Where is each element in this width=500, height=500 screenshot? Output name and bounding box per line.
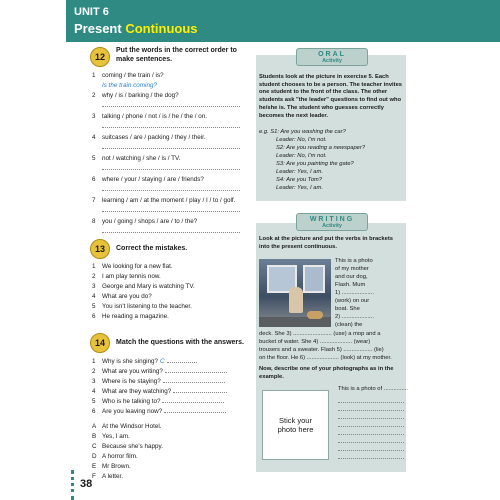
ex12-item-number: 1 xyxy=(92,72,96,79)
writing-activity-ribbon xyxy=(296,213,368,231)
ex14-answer-text: A letter. xyxy=(102,473,124,480)
oral-dialogue-line-1: e.g. S1: Are you washing the car? xyxy=(259,129,346,135)
oral-activity-ribbon xyxy=(296,48,368,66)
writing-this-is-prompt: This is a photo of ............... xyxy=(338,386,408,392)
writing-right-line-7: boat. She xyxy=(335,306,360,312)
ex12-answer-line-4[interactable] xyxy=(102,148,240,149)
ex14-question-6 xyxy=(92,408,226,416)
ex14-question-1 xyxy=(92,358,197,366)
ex12-answer-line-5[interactable] xyxy=(102,169,240,170)
exercise-12-title-line1: Put the words in the correct order to xyxy=(116,47,237,54)
ex13-item-number: 5 xyxy=(92,303,96,310)
ex12-item-text: you / going / shops / are / to / the? xyxy=(102,218,198,225)
ex12-item-number: 5 xyxy=(92,155,96,162)
ex12-item-number: 7 xyxy=(92,197,96,204)
writing-right-line-2: of my mother xyxy=(335,266,369,272)
ex13-item-number: 4 xyxy=(92,293,96,300)
ex12-item-text: talking / phone / not / is / he / the / on. xyxy=(102,113,208,120)
writing-line[interactable] xyxy=(338,458,404,459)
ex14-answer-letter: B xyxy=(92,433,97,440)
oral-instruction: Students look at the picture in exercise 5. Each student chooses to be a person. The teacher invites one student to the front of the class. The other students ask "the leader" questions to find out who he/she is. The student who guesses correctly becomes the next leader. xyxy=(259,74,403,119)
ex14-question-number: 3 xyxy=(92,378,96,385)
ex12-item-number: 4 xyxy=(92,134,96,141)
page-edge-dots xyxy=(71,470,74,500)
ex14-question-number: 6 xyxy=(92,408,96,415)
ex14-question-number: 5 xyxy=(92,398,96,405)
ex14-question-text: Why is she singing? xyxy=(102,358,158,365)
ex12-item-6 xyxy=(92,176,204,184)
ex12-item-text: why / is / barking / the dog? xyxy=(102,92,179,99)
ex14-answer-letter: E xyxy=(92,463,97,470)
oral-dialogue-line-8: Leader: Yes, I am. xyxy=(276,185,323,191)
ex12-example-answer: Is the train coming? xyxy=(102,82,157,89)
ex13-item-text: He reading a magazine. xyxy=(102,313,169,320)
ex12-item-number: 6 xyxy=(92,176,96,183)
writing-ribbon-sub: Activity xyxy=(322,222,342,229)
ex14-answer-line[interactable] xyxy=(163,382,225,383)
writing-right-line-5[interactable]: 1) .................... xyxy=(335,290,374,296)
stick-photo-label-2: photo here xyxy=(277,425,314,434)
ex14-question-text: What are they watching? xyxy=(102,388,172,395)
ex12-item-text: not / watching / she / is / TV. xyxy=(102,155,181,162)
writing-full-line-2[interactable]: bucket of water. She 4) .................... (wear) xyxy=(259,339,371,345)
exercise-14-heading xyxy=(90,333,244,353)
ex12-item-number: 8 xyxy=(92,218,96,225)
unit-number: UNIT 6 xyxy=(74,6,109,18)
photo-mother-and-dog xyxy=(259,259,331,327)
writing-right-line-9: (clean) the xyxy=(335,322,363,328)
ex14-question-number: 2 xyxy=(92,368,96,375)
ex13-item-number: 3 xyxy=(92,283,96,290)
ex12-item-text: suitcases / are / packing / they / their. xyxy=(102,134,206,141)
ex12-item-text: coming / the train / is? xyxy=(102,72,164,79)
ex12-item-number: 3 xyxy=(92,113,96,120)
ex14-question-number: 1 xyxy=(92,358,96,365)
ex14-question-3 xyxy=(92,378,225,386)
ex14-answer-line[interactable] xyxy=(173,392,227,393)
ex12-item-text: where / your / staying / are / friends? xyxy=(102,176,204,183)
exercise-12-heading xyxy=(90,47,237,67)
oral-dialogue-line-2: Leader: No, I'm not. xyxy=(276,137,327,143)
ex14-question-4 xyxy=(92,388,227,396)
ex14-answer-line[interactable] xyxy=(167,362,197,363)
exercise-13-heading xyxy=(90,239,187,259)
photo-person xyxy=(289,287,303,313)
ex14-answer-letter: C xyxy=(92,443,97,450)
page-number: 38 xyxy=(80,478,93,490)
oral-dialogue-line-5: S3: Are you painting the gate? xyxy=(276,161,354,167)
exercise-12-number: 12 xyxy=(90,47,110,67)
writing-right-line-3: and our dog, xyxy=(335,274,368,280)
ex12-answer-line-2[interactable] xyxy=(102,106,240,107)
oral-dialogue-line-3: S2: Are you reading a newspaper? xyxy=(276,145,366,151)
ex12-item-4 xyxy=(92,134,206,142)
writing-line[interactable] xyxy=(338,426,404,427)
oral-ribbon-title: ORAL xyxy=(318,50,346,58)
writing-right-line-8[interactable]: 2) .................... xyxy=(335,314,374,320)
ex14-question-text: Where is he staying? xyxy=(102,378,161,385)
stick-photo-box[interactable] xyxy=(262,390,329,460)
ex14-answer-text: Yes, I am. xyxy=(102,433,130,440)
ex14-answer-text: A horror film. xyxy=(102,453,138,460)
ex14-answer-d xyxy=(92,453,138,461)
ex14-answer-text: Mr Brown. xyxy=(102,463,131,470)
ex12-item-8 xyxy=(92,218,197,226)
writing-right-line-6: (work) on our xyxy=(335,298,370,304)
writing-line[interactable] xyxy=(338,418,404,419)
writing-line[interactable] xyxy=(338,402,404,403)
ex13-item-2 xyxy=(92,273,161,281)
writing-ribbon-title: WRITING xyxy=(309,215,355,223)
ex14-answer-e xyxy=(92,463,131,471)
ex12-item-text: learning / am / at the moment / play / I / to / golf. xyxy=(102,197,236,204)
ex14-question-text: Who is he talking to? xyxy=(102,398,161,405)
writing-line[interactable] xyxy=(338,450,404,451)
ex14-answer-letter: F xyxy=(92,473,96,480)
ex12-answer-line-8[interactable] xyxy=(102,232,240,233)
ex12-answer-line-7[interactable] xyxy=(102,211,240,212)
unit-title-part1: Present xyxy=(74,21,126,36)
ex14-answer-text: Because she's happy. xyxy=(102,443,163,450)
ex13-item-text: You isn't listening to the teacher. xyxy=(102,303,192,310)
writing-right-line-4: Flash. Mum xyxy=(335,282,366,288)
ex14-answer-b xyxy=(92,433,130,441)
ex14-answer-line[interactable] xyxy=(164,412,226,413)
ex14-answer-line[interactable] xyxy=(162,402,224,403)
ex14-answer-f xyxy=(92,473,123,481)
ex12-item-5 xyxy=(92,155,180,163)
ex13-item-number: 1 xyxy=(92,263,96,270)
oral-dialogue-line-4: Leader: No, I'm not. xyxy=(276,153,327,159)
ex14-question-number: 4 xyxy=(92,388,96,395)
ex13-item-number: 2 xyxy=(92,273,96,280)
writing-full-line-4[interactable]: on the floor. He 6) .................... (look) at my mother. xyxy=(259,355,392,361)
ex13-item-text: What are you do? xyxy=(102,293,152,300)
ex12-item-3 xyxy=(92,113,207,121)
ex14-answer-letter: D xyxy=(92,453,97,460)
ex12-item-2 xyxy=(92,92,179,100)
writing-full-line-1[interactable]: deck. She 3) ........................ (use) a mop and a xyxy=(259,331,381,337)
ex13-item-text: I am play tennis now. xyxy=(102,273,161,280)
writing-describe-instruction: Now, describe one of your photographs as in the example. xyxy=(259,366,394,380)
ex13-item-text: George and Mary is watching TV. xyxy=(102,283,195,290)
ex14-example-answer: C xyxy=(160,358,165,365)
ex12-answer-line-6[interactable] xyxy=(102,190,240,191)
photo-window xyxy=(303,265,325,293)
photo-dog xyxy=(307,311,323,319)
unit-title-part2: Continuous xyxy=(125,21,198,36)
ex13-item-3 xyxy=(92,283,195,291)
exercise-13-number: 13 xyxy=(90,239,110,259)
writing-line[interactable] xyxy=(338,434,404,435)
exercise-14-number: 14 xyxy=(90,333,110,353)
oral-ribbon-sub: Activity xyxy=(322,57,342,64)
ex14-question-5 xyxy=(92,398,224,406)
ex14-answer-letter: A xyxy=(92,423,97,430)
ex12-item-1 xyxy=(92,72,164,80)
ex13-item-1 xyxy=(92,263,173,271)
unit-title xyxy=(74,21,198,36)
exercise-12-title-line2: make sentences. xyxy=(116,55,173,63)
writing-line[interactable] xyxy=(338,442,404,443)
ex12-answer-line-3[interactable] xyxy=(102,127,240,128)
stick-photo-label-1: Stick your xyxy=(279,415,312,425)
writing-full-line-3[interactable]: trousers and a sweater. Flash 5) .................. (lie) xyxy=(259,347,384,353)
exercise-14-title: Match the questions with the answers. xyxy=(116,339,244,346)
ex14-question-2 xyxy=(92,368,227,376)
oral-dialogue-line-7: S4: Are you Tom? xyxy=(276,177,322,183)
writing-instruction: Look at the picture and put the verbs in brackets into the present continuous. xyxy=(259,236,393,250)
ex13-item-number: 6 xyxy=(92,313,96,320)
writing-line[interactable] xyxy=(338,410,404,411)
exercise-13-title: Correct the mistakes. xyxy=(116,245,188,252)
writing-right-line-1: This is a photo xyxy=(335,258,373,264)
ex14-answer-line[interactable] xyxy=(165,372,227,373)
ex13-item-text: We looking for a new flat. xyxy=(102,263,173,270)
ex12-item-number: 2 xyxy=(92,92,96,99)
ex14-answer-text: At the Windsor Hotel. xyxy=(102,423,162,430)
ex12-item-7 xyxy=(92,197,235,205)
ex14-question-text: What are you writing? xyxy=(102,368,163,375)
ex13-item-6 xyxy=(92,313,169,321)
oral-dialogue-line-6: Leader: Yes, I am. xyxy=(276,169,323,175)
ex14-answer-a xyxy=(92,423,162,431)
ex13-item-4 xyxy=(92,293,152,301)
ex14-answer-c xyxy=(92,443,163,451)
ex14-question-text: Are you leaving now? xyxy=(102,408,163,415)
ex13-item-5 xyxy=(92,303,192,311)
